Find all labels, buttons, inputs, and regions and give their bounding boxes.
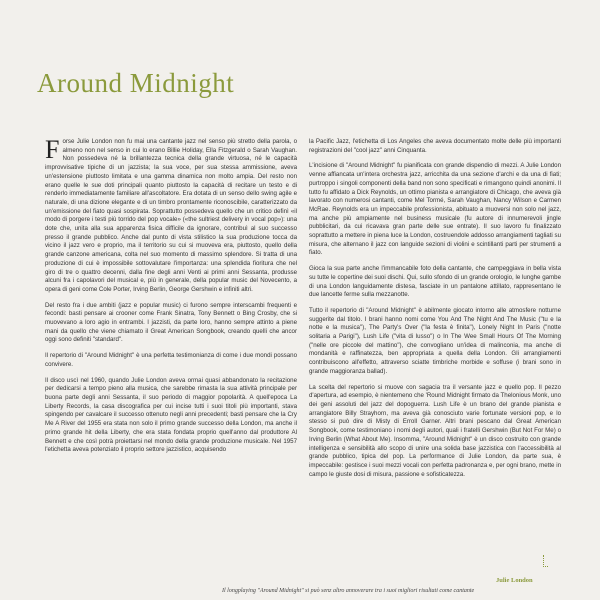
left-column [45,135,297,462]
paragraph: Gioca la sua parte anche l'immancabile foto della cantante, che campeggiava in bella vista su tutte le copertine dei suoi dischi. Qui, sullo sfondo di un grande orologio, le lunghe gambe di una London languidamente distesa, fasciate in un pantalone attillato, rappresentano le due lancette ferme sulla mezzanotte. [309,265,561,299]
paragraph: la Pacific Jazz, l'etichetta di Los Angeles che aveva documentato molte delle più importanti registrazioni del "cool jazz" anni Cinquanta. [309,138,561,154]
caption-text: Il longplaying "Around Midnight" si può senz altro annoverare tra i suoi migliori risultati come cantante [222,588,475,594]
caption-pointer [543,555,548,567]
caption-name: Julie London [496,577,533,584]
paragraph: Il repertorio di "Around Midnight" è una perfetta testimonianza di come i due mondi possano convivere. [45,352,297,368]
right-column [309,138,561,486]
page-title: Around Midnight [37,68,235,98]
paragraph: Il disco uscì nel 1960, quando Julie London aveva ormai quasi abbandonato la recitazione per dedicarsi a tempo pieno alla musica, che sarebbe rimasta la sua attività principale per buona parte degli anni Sessanta, il suo periodo di maggior popolarità. A quell'epoca La Liberty Records, la casa discografica per cui incise tutti i suoi titoli più importanti, stava spingendo per cavalcare il successo ottenuto negli anni precedenti; basti pensare che la Cry Me A River del 1955 era stata non solo il primo grande successo della London, ma anche il primo grande hit della Liberty, che era stata fondata proprio quell'anno dal produttore Al Bennett e che così potrà proiettarsi nel mondo della grande produzione musicale. Nel 1957 l'etichetta aveva potenziato il proprio settore jazzistico, acquisendo [45,376,297,454]
paragraph: La scelta del repertorio si muove con sagacia tra il versante jazz e quello pop. Il pezzo d'apertura, ad esempio, è nientemeno che 'Round Midnight firmato da Thelonious Monk, uno dei geni assoluti del jazz del dopoguerra. Lush Life è un brano del grande pianista e arrangiatore Billy Strayhorn, ma aveva già conosciuto varie fortunate versioni pop, e lo stesso si può dire di Misty di Erroll Garner. Altri brani pescano dal Great American Songbook, come testimoniano i nomi degli autori, quali i fratelli Gershwin (But Not For Me) o Irving Berlin (What About Me). Insomma, "Around Midnight" è un disco costruito con grande intelligenza e sensibilità allo scopo di unire una solida base jazzistica con l'accessibilità al grande pubblico, tipica del pop. La performance di Julie London, da parte sua, è impeccabile: gestisce i suoi mezzi vocali con perfetta padronanza e, per ogni brano, mette in campo le giuste dosi di misura, passione e sofisticatezza. [309,383,561,478]
paragraph: Tutto il repertorio di "Around Midnight" è abilmente giocato intorno alle atmosfere notturne suggerite dal titolo. I brani hanno nomi come You And The Night And The Music ("tu e la notte e la musica"), The Party's Over ("la festa è finita"), Lonely Night In Paris ("notte solitaria a Parigi"), Lush Life ("vita di lusso") o In The Wee Small Hours Of The Morning ("nelle ore piccole del mattino"), che convogliano un'idea di malinconia, ma anche di mondanità e raffinatezza, ben appropriata a quella della London. Gli arrangiamenti contribuiscono all'effetto, attraverso sciatte timbriche morbide e soffuse (i brani sono in grande maggioranza ballad). [309,306,561,375]
paragraph: L'incisione di "Around Midnight" fu pianificata con grande dispendio di mezzi. A Julie London venne affiancata un'intera orchestra jazz, arricchita da una sezione d'archi e da una di fiati; purtroppo i singoli componenti della band non sono specificati e rimangono quindi anonimi. Il tutto fu affidato a Dick Reynolds, un ottimo pianista e arrangiatore di Chicago, che aveva già lavorato con numerosi cantanti, come Mel Tormé, Sarah Vaughan, Nancy Wilson e Carmen McRae. Reynolds era un impeccabile professionista, abituato a muoversi non solo nel jazz, ma anche più ampiamente nel business musicale (fu autore di innumerevoli jingle pubblicitari, da cui ricavava gran parte delle sue entrate). Il suo lavoro fu finalizzato soprattutto a mettere in piena luce la London, costruendole addosso arrangiamenti tagliati su misura, che alternano il jazz con languide sezioni di violini e scintillanti parti per strumenti a fiato. [309,162,561,257]
paragraph: Del resto fra i due ambiti (jazz e popular music) ci furono sempre interscambi frequenti e fecondi: basti pensare ai crooner come Frank Sinatra, Tony Bennett o Bing Crosby, che si muovevano a loro agio in entrambi. I jazzisti, da parte loro, hanno sempre attinto a piene mani da quello che viene chiamato il Great American Songbook, creando quelli che ancor oggi sono definiti "standard". [45,301,297,344]
paragraph-text: orse Julie London non fu mai una cantante jazz nel senso più stretto della parola, o almeno non nel senso in cui lo erano Billie Holiday, Ella Fitzgerald o Sarah Vaughan. Non possedeva né la brillantezza tecnica della grande virtuosa, né le capacità improvvisative tipiche di un jazzista; la sua voce, per sua stessa ammissione, aveva un'estensione piuttosto limitata e una gamma dinamica non molto ampia. Del resto non erano quelle le sue doti principali quanto piuttosto la capacità di recitare un testo e di renderlo immediatamente familiare all'ascoltatore. Era dotata di un senso dello swing agile e naturale, di una dizione elegante e di un timbro prontamente riconoscibile, caratterizzato da un'emissione del fiato quasi sospirata. Soprattutto possedeva quello che un critico definì «il modo di porgere i testi più torrido del pop vocale» («the sultriest delivery in vocal pop»): una dote che, unita alla sua apparenza fisica difficile da ignorare, contribuì al suo successo presso il grande pubblico. Anche dal punto di vista stilistico la sua produzione tocca da vicino il jazz vero e proprio, ma il territorio su cui si muoveva era, piuttosto, quello della grande canzone americana, colta nel suo momento di massimo splendore. Si tratta di una produzione di cui è impossibile sottovalutare l'importanza: una splendida fioritura che nel giro di tre o quattro decenni, dalla fine degli anni Venti ai primi anni Sessanta, produsse alcuni fra i capolavori del musical e, più in generale, della popular music del Novecento, a opera di geni come Cole Porter, Irving Berlin, George Gershwin e infiniti altri. [45,138,297,293]
paragraph [45,135,297,295]
drop-cap: F [45,135,60,164]
